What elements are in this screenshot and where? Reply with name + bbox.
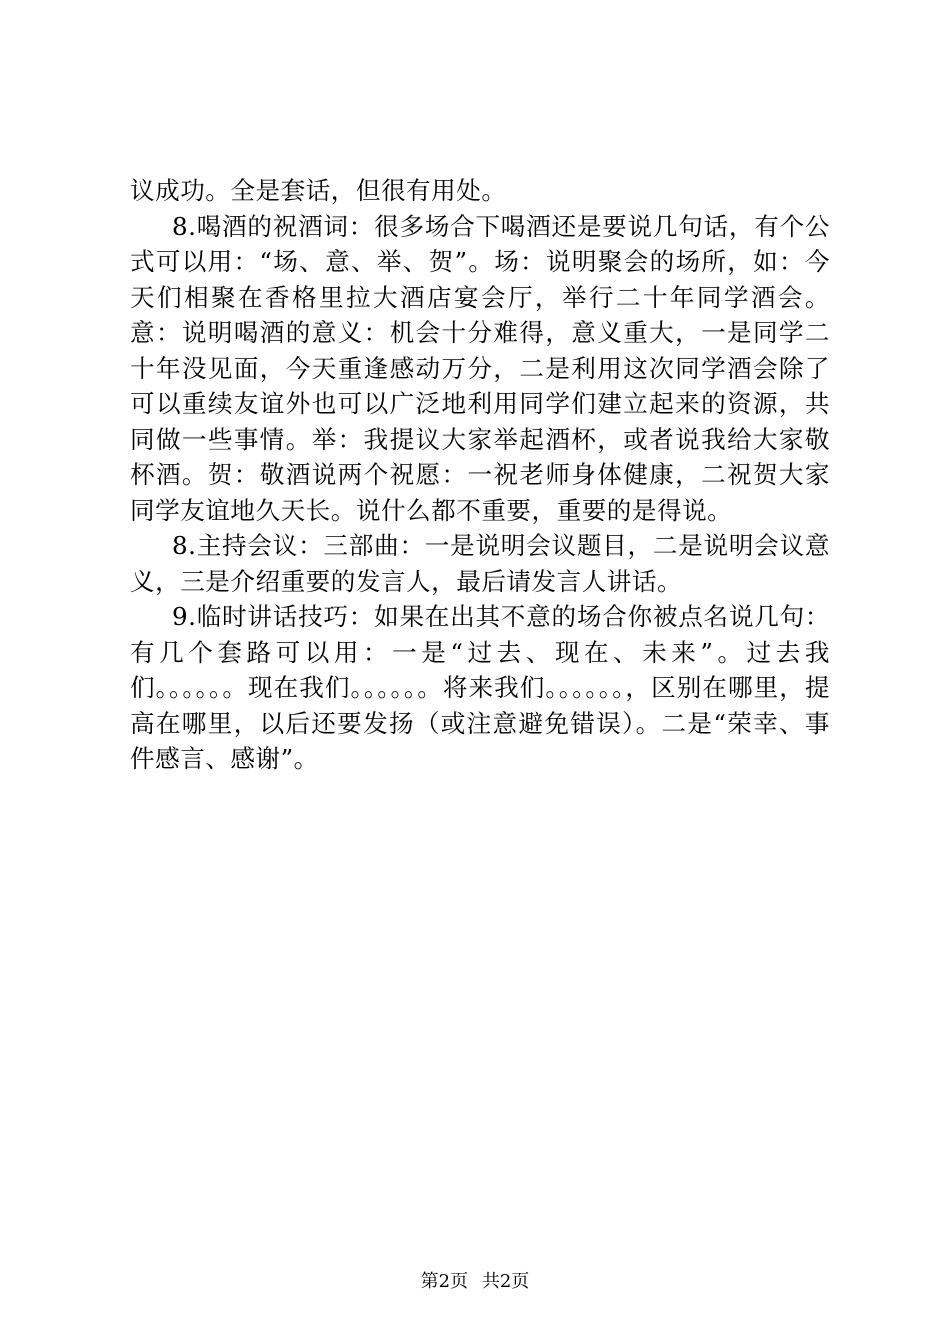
document-body [130, 173, 830, 777]
paragraph-continuation: 议成功。全是套话，但很有用处。 [130, 176, 507, 205]
paragraph-host-meeting: 8.主持会议：三部曲：一是说明会议题目，二是说明会议意义，三是介绍重要的发言人，最后请发言人讲话。 [130, 531, 830, 596]
page-footer [0, 1270, 950, 1294]
paragraph-toast-speech: 8.喝酒的祝酒词：很多场合下喝酒还是要说几句话，有个公式可以用：“场、意、举、贺”。场：说明聚会的场所，如：今天们相聚在香格里拉大酒店宴会厅，举行二十年同学酒会。意：说明喝酒的意义：机会十分难得，意义重大，一是同学二十年没见面，今天重逢感动万分，二是利用这次同学酒会除了可以重续友谊外也可以广泛地利用同学们建立起来的资源，共同做一些事情。举：我提议大家举起酒杯，或者说我给大家敬杯酒。贺：敬酒说两个祝愿：一祝老师身体健康，二祝贺大家同学友谊地久天长。说什么都不重要，重要的是得说。 [130, 211, 830, 525]
page-number: 第2页 [420, 1271, 469, 1292]
paragraph-impromptu-speech: 9.临时讲话技巧：如果在出其不意的场合你被点名说几句：有几个套路可以用：一是“过去、现在、未来”。过去我们。。。。。。现在我们。。。。。。将来我们。。。。。。，区别在哪里，提高在哪里，以后还要发扬（或注意避免错误）。二是“荣幸、事件感言、感谢”。 [130, 602, 830, 773]
page-total: 共2页 [481, 1271, 530, 1292]
